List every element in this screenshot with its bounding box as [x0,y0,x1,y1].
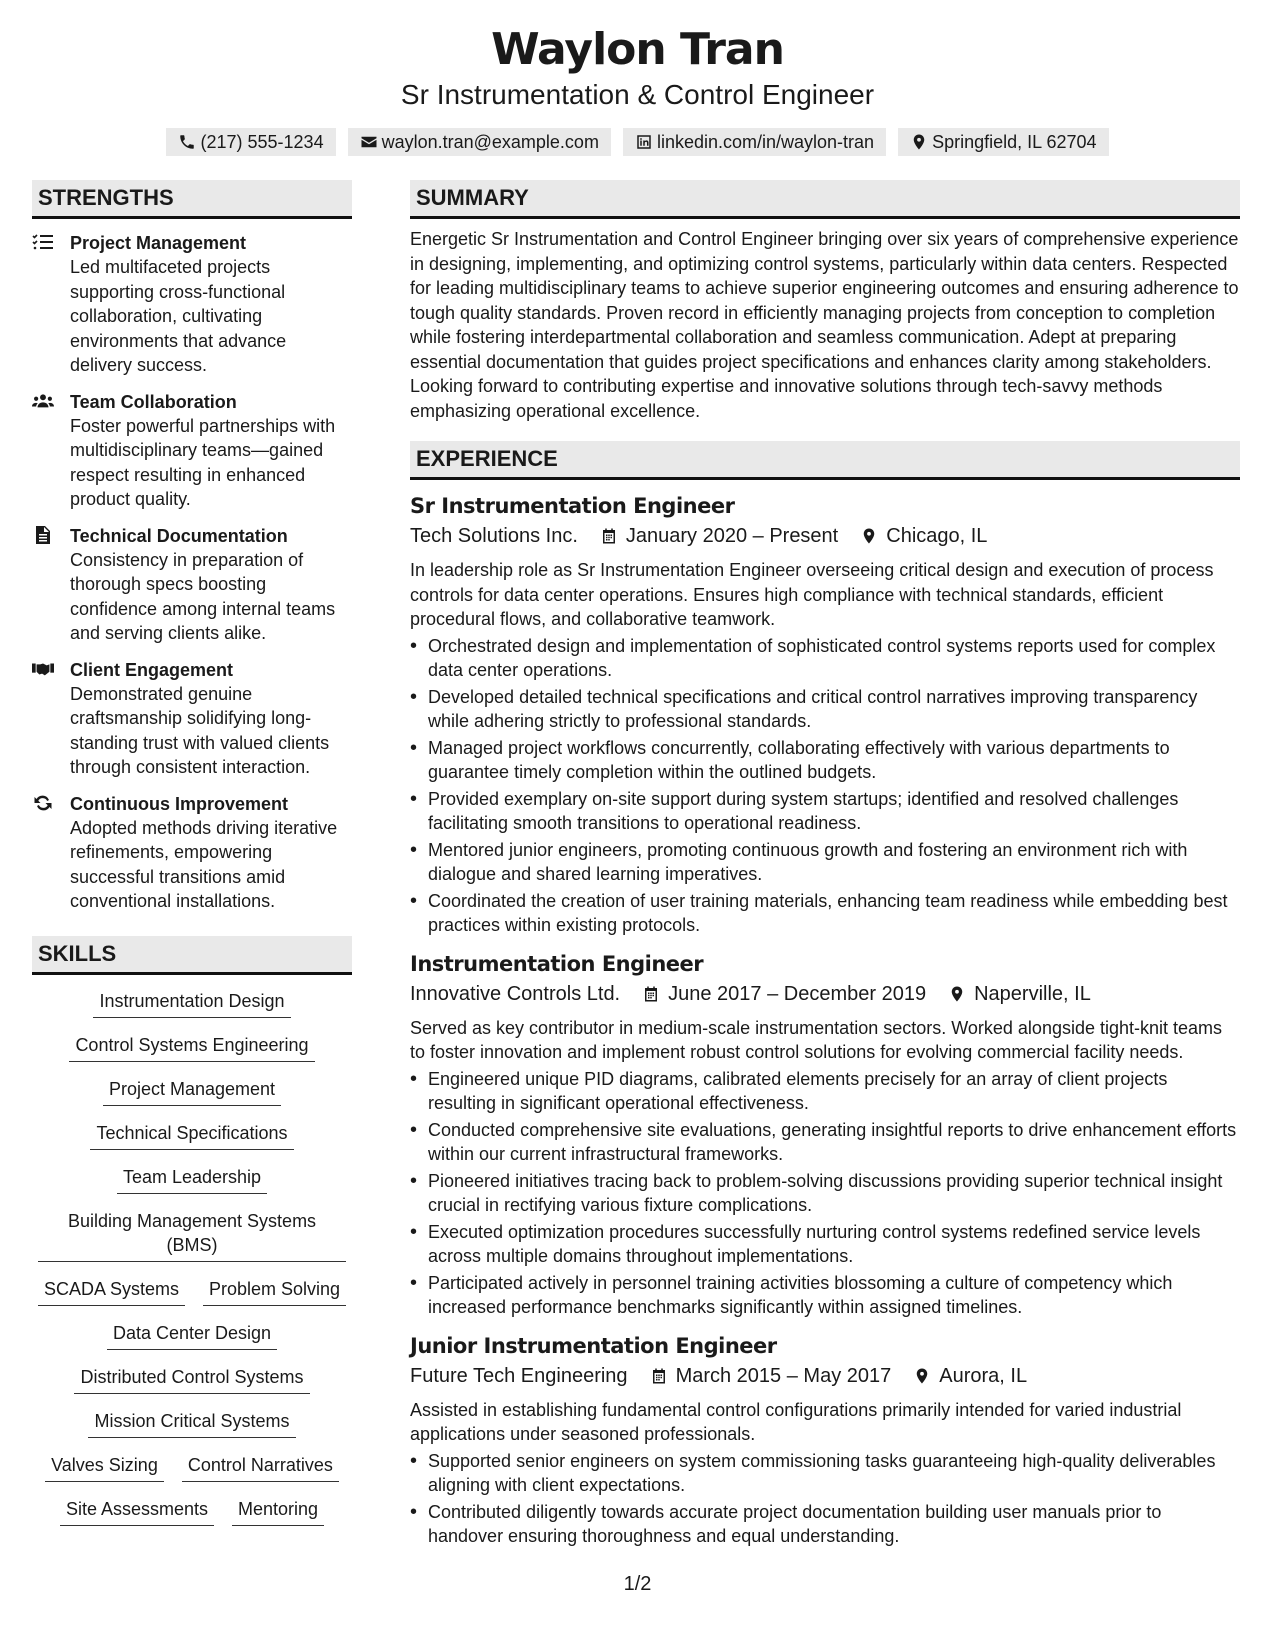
job-location: Chicago, IL [886,525,988,547]
job-bullets [410,1067,1240,1320]
skill-tag: Building Management Systems (BMS) [38,1209,346,1262]
map-marker-icon [860,527,878,545]
skill-tag: Mission Critical Systems [88,1409,295,1438]
contact-bar [0,128,1275,156]
candidate-title: Sr Instrumentation & Control Engineer [400,79,875,110]
skill-tag: Instrumentation Design [93,989,290,1018]
job-title: Instrumentation Engineer [410,951,704,976]
company-name: Innovative Controls Ltd. [410,982,621,1005]
skill-tag: Control Narratives [182,1453,339,1482]
left-column [32,180,352,1541]
location-text: Springfield, IL 62704 [932,132,1097,152]
bullet-item: • Orchestrated design and implementation of sophisticated control systems reports used for complex data center operations. [410,634,1240,683]
sync-icon [32,794,54,812]
job-dates: June 2017 – December 2019 [668,982,927,1005]
job-location: Naperville, IL [974,982,1091,1005]
skill-tag: Data Center Design [107,1321,277,1350]
job-bullets [410,634,1240,938]
strength-item [32,658,352,780]
calendar-icon [650,1367,668,1385]
right-column [410,180,1240,1551]
bullet-item: • Pioneered initiatives tracing back to problem-solving discussions providing superior technical insight crucial in rectifying various fixture complications. [410,1169,1240,1218]
email-text: waylon.tran@example.com [381,132,599,152]
job-entry [410,950,1240,1320]
bullet-item: • Supported senior engineers on system commissioning tasks guaranteeing high-quality deliverables aligning with client expectations. [410,1449,1240,1498]
job-entry [410,1332,1240,1549]
summary-text: Energetic Sr Instrumentation and Control Engineer bringing over six years of comprehensive experience in designing, implementing, and optimizing control systems, particularly within data centers. Respected for leading multidisciplinary teams to achieve superior engineering outcomes and ensuring adherence to tough quality standards. Proven record in efficiently managing projects from conception to completion while fostering interdepartmental collaboration and seamless communication. Adept at preparing essential documentation that guides project specifications and enhances clarity among stakeholders. Looking forward to contributing expertise and innovative solutions through tech-savvy methods emphasizing operational excellence. [410,229,1239,421]
job-dates: March 2015 – May 2017 [675,1364,892,1387]
map-marker-icon [913,1367,931,1385]
strength-title: Client Engagement [70,659,234,680]
job-location: Aurora, IL [939,1364,1028,1387]
page-number: 1/2 [623,1573,652,1595]
strength-desc: Led multifaceted projects supporting cross-functional collaboration, cultivating environments that advance delivery success. [70,257,287,375]
company-name: Future Tech Engineering [410,1364,628,1387]
map-marker-icon [948,985,966,1003]
contact-linkedin[interactable] [623,128,886,156]
bullet-item: • Provided exemplary on-site support during system startups; identified and resolved challenges facilitating smooth transitions to operational readiness. [410,787,1240,836]
envelope-icon [360,133,378,151]
linkedin-text: linkedin.com/in/waylon-tran [656,132,875,152]
strength-title: Project Management [70,233,247,253]
calendar-icon [642,985,660,1003]
document-icon [32,526,54,544]
job-dates: January 2020 – Present [625,525,839,547]
strength-title: Team Collaboration [70,391,237,412]
strength-desc: Foster powerful partnerships with multidisciplinary teams—gained respect resulting in enhanced product quality. [70,415,336,509]
linkedin-icon [635,133,653,151]
bullet-item: • Developed detailed technical specifications and critical control narratives improving transparency while adhering strictly to professional standards. [410,685,1240,734]
skill-tag: Valves Sizing [45,1453,164,1482]
strengths-heading: STRENGTHS [32,180,352,219]
strength-title: Continuous Improvement [70,793,289,814]
bullet-item: • Mentored junior engineers, promoting continuous growth and fostering an environment rich with dialogue and shared learning imperatives. [410,838,1240,887]
bullet-item: • Engineered unique PID diagrams, calibrated elements precisely for an array of client projects resulting in significant operational effectiveness. [410,1067,1240,1116]
strength-item [32,231,352,378]
strength-desc: Consistency in preparation of thorough specs boosting confidence among internal teams and serving clients alike. [70,549,336,643]
skill-tag: Mentoring [232,1497,324,1526]
task-list-icon [32,233,54,251]
skill-tag: Problem Solving [203,1277,346,1306]
bullet-item: • Managed project workflows concurrently, collaborating effectively with various departments to guarantee timely completion within the outlined budgets. [410,736,1240,785]
skills-list [32,989,352,1526]
calendar-icon [600,527,618,545]
strength-desc: Demonstrated genuine craftsmanship solidifying long-standing trust with valued clients through consistent interaction. [70,683,330,777]
strength-item [32,524,352,646]
strength-desc: Adopted methods driving iterative refinements, empowering successful transitions amid conventional installations. [70,817,338,911]
skill-tag: Control Systems Engineering [69,1033,314,1062]
skill-tag: Project Management [103,1077,281,1106]
skill-tag: Team Leadership [117,1165,267,1194]
strength-item [32,792,352,914]
strength-title: Technical Documentation [70,525,288,546]
contact-location [898,128,1108,156]
job-meta [410,980,1240,1008]
skill-tag: Distributed Control Systems [74,1365,309,1394]
contact-phone[interactable] [166,128,335,156]
bullet-item: • Participated actively in personnel training activities blossoming a culture of competency which increased performance benchmarks significantly within assigned timelines. [410,1271,1240,1320]
phone-text: (217) 555-1234 [200,132,324,152]
bullet-item: • Contributed diligently towards accurate project documentation building user manuals prior to handover ensuring thoroughness and equal understanding. [410,1500,1240,1549]
job-bullets [410,1449,1240,1549]
job-meta [410,1362,1240,1390]
bullet-item: • Coordinated the creation of user training materials, enhancing team readiness while embedding best practices within existing protocols. [410,889,1240,938]
skill-tag: Site Assessments [60,1497,214,1526]
users-icon [32,392,54,410]
job-meta [410,522,1240,550]
skills-heading: SKILLS [32,936,352,975]
experience-heading: EXPERIENCE [410,441,1240,480]
job-description: Assisted in establishing fundamental control configurations primarily intended for varied industrial applications under seasoned professionals. [410,1399,1182,1444]
job-description: Served as key contributor in medium-scale instrumentation sectors. Worked alongside tight-knit teams to foster innovation and implement robust control solutions for evolving commercial facility needs. [410,1017,1223,1062]
candidate-name: Waylon Tran [491,24,784,75]
contact-email[interactable] [348,128,611,156]
strength-item [32,390,352,512]
map-marker-icon [910,133,928,151]
bullet-item: • Conducted comprehensive site evaluations, generating insightful reports to drive enhancement efforts within our current infrastructural frameworks. [410,1118,1240,1167]
phone-icon [178,133,196,151]
job-title: Sr Instrumentation Engineer [410,494,735,518]
skill-tag: Technical Specifications [90,1121,293,1150]
skill-tag: SCADA Systems [38,1277,185,1306]
summary-heading: SUMMARY [410,180,1240,219]
job-title: Junior Instrumentation Engineer [410,1333,777,1358]
resume-header [0,22,1275,156]
job-entry [410,492,1240,938]
job-description: In leadership role as Sr Instrumentation Engineer overseeing critical design and execution of process controls for data center operations. Ensures high compliance with technical standards, efficient procedural flows, and collaborative teamwork. [410,560,1214,629]
handshake-icon [32,660,54,678]
company-name: Tech Solutions Inc. [410,525,578,547]
bullet-item: • Executed optimization procedures successfully nurturing control systems redefined service levels across multiple domains throughout implementations. [410,1220,1240,1269]
